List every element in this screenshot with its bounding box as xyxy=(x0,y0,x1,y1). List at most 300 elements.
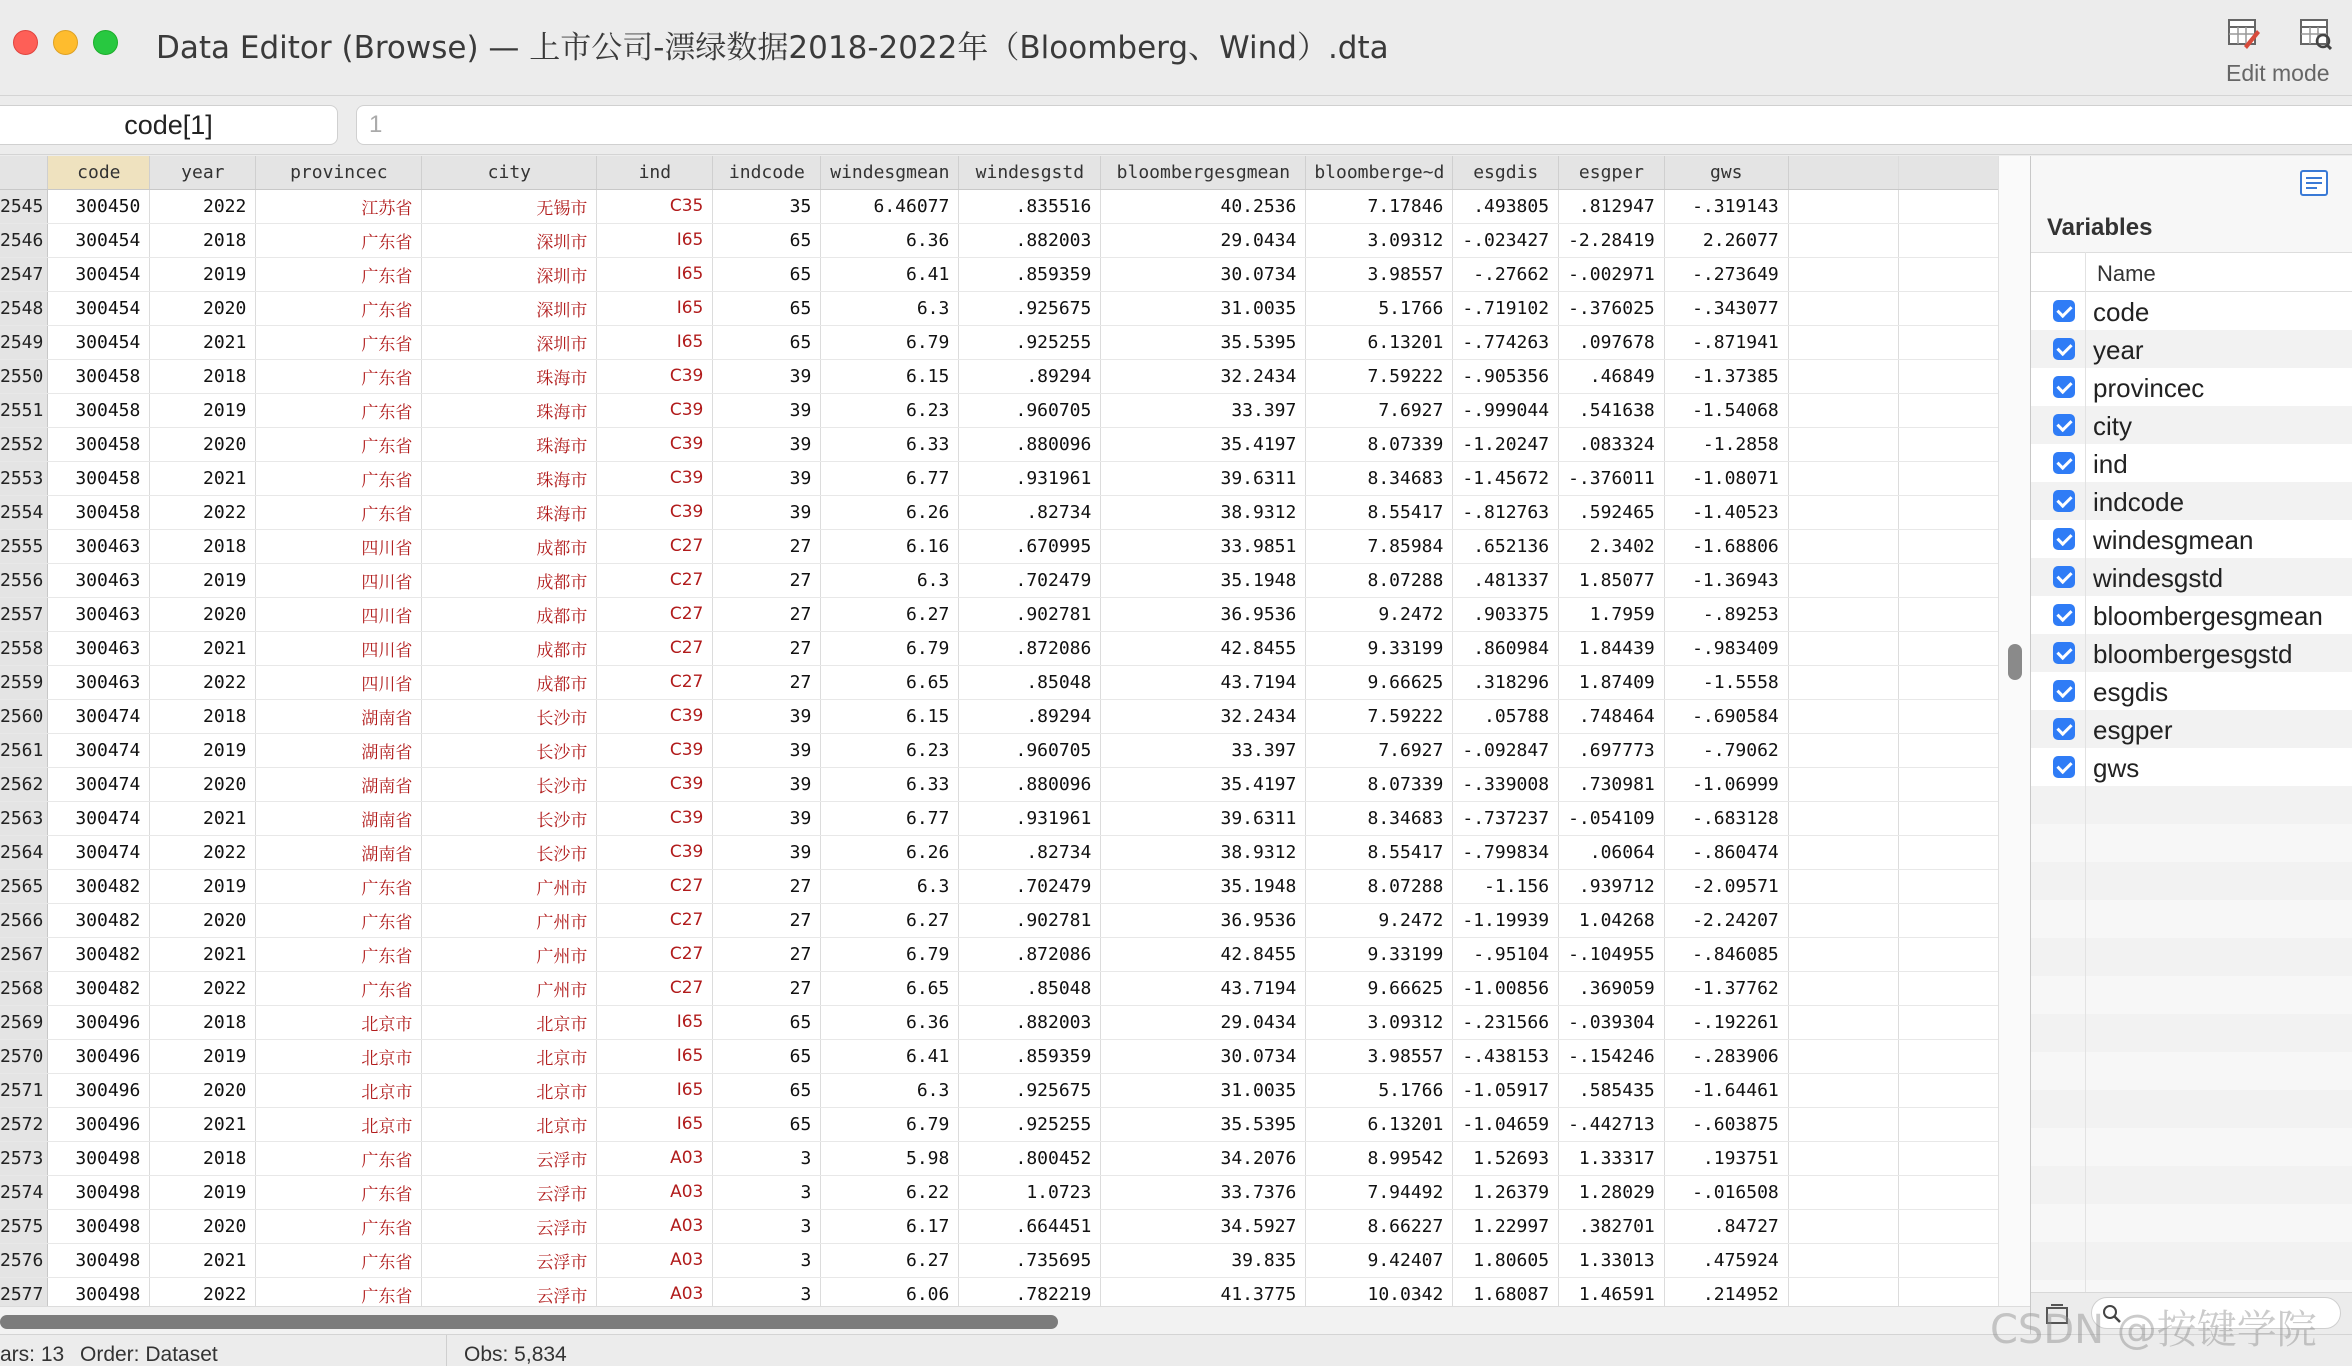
data-cell[interactable]: 5.1766 xyxy=(1306,1073,1453,1107)
variables-column-header[interactable] xyxy=(2031,252,2352,292)
data-cell[interactable]: 300454 xyxy=(48,223,150,257)
data-cell[interactable]: -.023427 xyxy=(1453,223,1559,257)
variable-item[interactable] xyxy=(2031,444,2352,482)
data-cell[interactable]: 2021 xyxy=(150,801,256,835)
data-cell[interactable]: 6.22 xyxy=(821,1175,959,1209)
data-cell[interactable]: 云浮市 xyxy=(422,1175,597,1209)
data-cell[interactable]: 6.13201 xyxy=(1306,325,1453,359)
data-cell[interactable]: 65 xyxy=(713,1039,821,1073)
data-cell[interactable]: 6.3 xyxy=(821,563,959,597)
data-cell[interactable]: 湖南省 xyxy=(256,801,422,835)
data-cell[interactable]: 广州市 xyxy=(422,869,597,903)
data-cell[interactable]: 1.46591 xyxy=(1559,1277,1665,1306)
variable-visible-checkbox[interactable] xyxy=(2053,604,2075,626)
data-cell[interactable]: I65 xyxy=(597,1005,713,1039)
data-cell[interactable]: 39 xyxy=(713,495,821,529)
data-cell[interactable]: I65 xyxy=(597,223,713,257)
data-cell[interactable]: 27 xyxy=(713,631,821,665)
data-cell[interactable]: 广东省 xyxy=(256,937,422,971)
data-cell[interactable]: 广东省 xyxy=(256,461,422,495)
variable-visible-checkbox[interactable] xyxy=(2053,414,2075,436)
table-row[interactable] xyxy=(0,597,2026,631)
data-cell[interactable]: 广东省 xyxy=(256,427,422,461)
data-cell[interactable]: 2.26077 xyxy=(1664,223,1788,257)
table-row[interactable] xyxy=(0,1107,2026,1141)
data-cell[interactable]: 300463 xyxy=(48,563,150,597)
variable-visible-checkbox[interactable] xyxy=(2053,756,2075,778)
data-cell[interactable]: 300454 xyxy=(48,325,150,359)
data-cell[interactable]: -1.64461 xyxy=(1664,1073,1788,1107)
data-cell[interactable]: 云浮市 xyxy=(422,1277,597,1306)
row-number[interactable]: 2567 xyxy=(0,937,48,971)
horizontal-scrollbar[interactable] xyxy=(0,1306,2030,1334)
data-cell[interactable]: -1.5558 xyxy=(1664,665,1788,699)
data-cell[interactable]: C39 xyxy=(597,801,713,835)
data-cell[interactable]: 65 xyxy=(713,1005,821,1039)
data-cell[interactable]: 39 xyxy=(713,767,821,801)
data-cell[interactable]: -.860474 xyxy=(1664,835,1788,869)
properties-toggle-icon[interactable] xyxy=(2299,168,2329,198)
data-cell[interactable]: 7.59222 xyxy=(1306,699,1453,733)
column-header[interactable]: esgdis xyxy=(1453,156,1559,189)
data-cell[interactable]: 300458 xyxy=(48,359,150,393)
variable-item[interactable] xyxy=(2031,710,2352,748)
data-cell[interactable]: 34.2076 xyxy=(1101,1141,1306,1175)
row-number[interactable]: 2551 xyxy=(0,393,48,427)
data-cell[interactable]: -.283906 xyxy=(1664,1039,1788,1073)
data-cell[interactable]: -1.54068 xyxy=(1664,393,1788,427)
data-cell[interactable]: I65 xyxy=(597,1107,713,1141)
data-cell[interactable]: 30.0734 xyxy=(1101,1039,1306,1073)
data-cell[interactable]: .89294 xyxy=(959,359,1101,393)
data-cell[interactable]: 6.27 xyxy=(821,903,959,937)
data-cell[interactable]: -.319143 xyxy=(1664,189,1788,223)
data-cell[interactable]: 1.26379 xyxy=(1453,1175,1559,1209)
data-cell[interactable]: .592465 xyxy=(1559,495,1665,529)
data-cell[interactable]: 珠海市 xyxy=(422,359,597,393)
data-cell[interactable]: 300498 xyxy=(48,1141,150,1175)
data-cell[interactable]: 65 xyxy=(713,1073,821,1107)
data-cell[interactable]: .85048 xyxy=(959,971,1101,1005)
data-cell[interactable]: 成都市 xyxy=(422,529,597,563)
row-number[interactable]: 2557 xyxy=(0,597,48,631)
data-cell[interactable]: -.039304 xyxy=(1559,1005,1665,1039)
data-cell[interactable]: 深圳市 xyxy=(422,223,597,257)
table-row[interactable] xyxy=(0,427,2026,461)
data-cell[interactable]: 65 xyxy=(713,1107,821,1141)
table-row[interactable] xyxy=(0,1005,2026,1039)
data-cell[interactable]: 7.85984 xyxy=(1306,529,1453,563)
data-cell[interactable]: -.002971 xyxy=(1559,257,1665,291)
variable-visible-checkbox[interactable] xyxy=(2053,718,2075,740)
data-cell[interactable]: A03 xyxy=(597,1141,713,1175)
data-cell[interactable]: 35.5395 xyxy=(1101,325,1306,359)
data-cell[interactable]: 6.46077 xyxy=(821,189,959,223)
data-cell[interactable]: .541638 xyxy=(1559,393,1665,427)
variable-item[interactable] xyxy=(2031,596,2352,634)
column-header[interactable]: windesgmean xyxy=(821,156,959,189)
variable-item[interactable] xyxy=(2031,672,2352,710)
data-cell[interactable]: .85048 xyxy=(959,665,1101,699)
column-header[interactable]: ind xyxy=(597,156,713,189)
data-cell[interactable]: -1.37385 xyxy=(1664,359,1788,393)
data-cell[interactable]: 云浮市 xyxy=(422,1141,597,1175)
data-cell[interactable]: -1.20247 xyxy=(1453,427,1559,461)
data-cell[interactable]: 300463 xyxy=(48,529,150,563)
column-header[interactable]: esgper xyxy=(1559,156,1665,189)
data-cell[interactable]: 北京市 xyxy=(256,1005,422,1039)
data-cell[interactable]: C39 xyxy=(597,359,713,393)
data-cell[interactable]: .475924 xyxy=(1664,1243,1788,1277)
data-cell[interactable]: 广州市 xyxy=(422,903,597,937)
data-cell[interactable]: -.376011 xyxy=(1559,461,1665,495)
data-cell[interactable]: 300498 xyxy=(48,1209,150,1243)
data-cell[interactable]: 2021 xyxy=(150,631,256,665)
column-header[interactable]: year xyxy=(150,156,256,189)
data-cell[interactable]: 39 xyxy=(713,359,821,393)
data-cell[interactable]: 2019 xyxy=(150,1175,256,1209)
data-cell[interactable]: .860984 xyxy=(1453,631,1559,665)
data-cell[interactable]: C27 xyxy=(597,869,713,903)
data-cell[interactable]: 广东省 xyxy=(256,393,422,427)
data-cell[interactable]: 300458 xyxy=(48,495,150,529)
data-cell[interactable]: 广东省 xyxy=(256,223,422,257)
row-number[interactable]: 2549 xyxy=(0,325,48,359)
variable-item[interactable] xyxy=(2031,634,2352,672)
table-row[interactable] xyxy=(0,801,2026,835)
current-cell-name[interactable]: code[1] xyxy=(0,105,338,145)
data-cell[interactable]: 珠海市 xyxy=(422,495,597,529)
data-cell[interactable]: .369059 xyxy=(1559,971,1665,1005)
row-number[interactable]: 2562 xyxy=(0,767,48,801)
data-cell[interactable]: 65 xyxy=(713,325,821,359)
data-cell[interactable]: 6.23 xyxy=(821,393,959,427)
data-cell[interactable]: 2019 xyxy=(150,1039,256,1073)
data-cell[interactable]: -1.40523 xyxy=(1664,495,1788,529)
data-cell[interactable]: 2018 xyxy=(150,223,256,257)
data-cell[interactable]: 6.41 xyxy=(821,257,959,291)
data-cell[interactable]: 3.09312 xyxy=(1306,223,1453,257)
row-number[interactable]: 2577 xyxy=(0,1277,48,1306)
data-cell[interactable]: -.376025 xyxy=(1559,291,1665,325)
data-cell[interactable]: 6.3 xyxy=(821,291,959,325)
data-cell[interactable]: 7.6927 xyxy=(1306,733,1453,767)
close-window-button[interactable] xyxy=(13,30,38,55)
row-number[interactable]: 2555 xyxy=(0,529,48,563)
data-cell[interactable]: 7.59222 xyxy=(1306,359,1453,393)
data-cell[interactable]: 广东省 xyxy=(256,495,422,529)
data-cell[interactable]: 8.66227 xyxy=(1306,1209,1453,1243)
data-cell[interactable]: 27 xyxy=(713,597,821,631)
table-row[interactable] xyxy=(0,971,2026,1005)
data-cell[interactable]: 33.397 xyxy=(1101,393,1306,427)
data-cell[interactable]: .872086 xyxy=(959,631,1101,665)
data-cell[interactable]: 广东省 xyxy=(256,971,422,1005)
data-cell[interactable]: 广东省 xyxy=(256,1209,422,1243)
data-cell[interactable]: -.812763 xyxy=(1453,495,1559,529)
data-cell[interactable]: 北京市 xyxy=(256,1039,422,1073)
data-cell[interactable]: -.79062 xyxy=(1664,733,1788,767)
data-cell[interactable]: .800452 xyxy=(959,1141,1101,1175)
data-cell[interactable]: 北京市 xyxy=(256,1073,422,1107)
table-row[interactable] xyxy=(0,733,2026,767)
table-row[interactable] xyxy=(0,1039,2026,1073)
data-cell[interactable]: 珠海市 xyxy=(422,427,597,461)
data-cell[interactable]: 2019 xyxy=(150,257,256,291)
data-cell[interactable]: C39 xyxy=(597,495,713,529)
table-row[interactable] xyxy=(0,529,2026,563)
data-cell[interactable]: 1.28029 xyxy=(1559,1175,1665,1209)
data-cell[interactable]: -.442713 xyxy=(1559,1107,1665,1141)
data-cell[interactable]: 9.2472 xyxy=(1306,903,1453,937)
data-cell[interactable]: 1.68087 xyxy=(1453,1277,1559,1306)
data-cell[interactable]: 2019 xyxy=(150,733,256,767)
row-number[interactable]: 2560 xyxy=(0,699,48,733)
data-cell[interactable]: -.95104 xyxy=(1453,937,1559,971)
data-cell[interactable]: 广东省 xyxy=(256,359,422,393)
data-cell[interactable]: C35 xyxy=(597,189,713,223)
row-number[interactable]: 2546 xyxy=(0,223,48,257)
data-cell[interactable]: 29.0434 xyxy=(1101,223,1306,257)
data-cell[interactable]: .702479 xyxy=(959,563,1101,597)
data-cell[interactable]: .193751 xyxy=(1664,1141,1788,1175)
row-number[interactable]: 2561 xyxy=(0,733,48,767)
data-cell[interactable]: 6.27 xyxy=(821,597,959,631)
row-number[interactable]: 2553 xyxy=(0,461,48,495)
data-cell[interactable]: 39.835 xyxy=(1101,1243,1306,1277)
data-cell[interactable]: C27 xyxy=(597,665,713,699)
data-cell[interactable]: 35.4197 xyxy=(1101,767,1306,801)
data-cell[interactable]: 长沙市 xyxy=(422,767,597,801)
data-cell[interactable]: 300450 xyxy=(48,189,150,223)
data-cell[interactable]: .931961 xyxy=(959,461,1101,495)
column-header[interactable]: provincec xyxy=(256,156,422,189)
data-cell[interactable]: C39 xyxy=(597,461,713,495)
table-row[interactable] xyxy=(0,1277,2026,1306)
data-cell[interactable]: .925675 xyxy=(959,291,1101,325)
data-cell[interactable]: 3 xyxy=(713,1209,821,1243)
column-header[interactable]: code xyxy=(48,156,150,189)
variable-item[interactable] xyxy=(2031,520,2352,558)
data-cell[interactable]: .46849 xyxy=(1559,359,1665,393)
data-cell[interactable]: -.343077 xyxy=(1664,291,1788,325)
data-cell[interactable]: 27 xyxy=(713,665,821,699)
data-cell[interactable]: 43.7194 xyxy=(1101,665,1306,699)
data-cell[interactable]: C27 xyxy=(597,563,713,597)
table-row[interactable] xyxy=(0,699,2026,733)
data-cell[interactable]: -1.2858 xyxy=(1664,427,1788,461)
data-cell[interactable]: C39 xyxy=(597,835,713,869)
data-cell[interactable]: 39 xyxy=(713,733,821,767)
data-cell[interactable]: 300454 xyxy=(48,257,150,291)
data-cell[interactable]: 2018 xyxy=(150,699,256,733)
data-cell[interactable]: 40.2536 xyxy=(1101,189,1306,223)
data-cell[interactable]: 6.79 xyxy=(821,937,959,971)
table-row[interactable] xyxy=(0,291,2026,325)
row-number[interactable]: 2566 xyxy=(0,903,48,937)
data-cell[interactable]: 2020 xyxy=(150,427,256,461)
data-cell[interactable]: 1.22997 xyxy=(1453,1209,1559,1243)
data-cell[interactable]: C27 xyxy=(597,631,713,665)
data-cell[interactable]: 8.55417 xyxy=(1306,835,1453,869)
data-cell[interactable]: -.192261 xyxy=(1664,1005,1788,1039)
data-cell[interactable]: 6.79 xyxy=(821,631,959,665)
data-cell[interactable]: .05788 xyxy=(1453,699,1559,733)
data-cell[interactable]: 1.87409 xyxy=(1559,665,1665,699)
data-cell[interactable]: 3.09312 xyxy=(1306,1005,1453,1039)
data-cell[interactable]: -1.68806 xyxy=(1664,529,1788,563)
data-cell[interactable]: 湖南省 xyxy=(256,733,422,767)
data-cell[interactable]: 3 xyxy=(713,1141,821,1175)
data-cell[interactable]: 云浮市 xyxy=(422,1243,597,1277)
data-cell[interactable]: 湖南省 xyxy=(256,699,422,733)
row-number[interactable]: 2576 xyxy=(0,1243,48,1277)
column-header[interactable]: gws xyxy=(1664,156,1788,189)
data-cell[interactable]: -1.37762 xyxy=(1664,971,1788,1005)
data-cell[interactable]: 38.9312 xyxy=(1101,495,1306,529)
data-cell[interactable]: 300474 xyxy=(48,699,150,733)
data-cell[interactable]: -.231566 xyxy=(1453,1005,1559,1039)
data-cell[interactable]: 32.2434 xyxy=(1101,359,1306,393)
data-cell[interactable]: 5.98 xyxy=(821,1141,959,1175)
data-cell[interactable]: .382701 xyxy=(1559,1209,1665,1243)
variable-visible-checkbox[interactable] xyxy=(2053,452,2075,474)
data-cell[interactable]: 广东省 xyxy=(256,869,422,903)
data-cell[interactable]: 300474 xyxy=(48,733,150,767)
data-cell[interactable]: 6.15 xyxy=(821,359,959,393)
data-cell[interactable]: 6.16 xyxy=(821,529,959,563)
data-cell[interactable]: -.092847 xyxy=(1453,733,1559,767)
data-cell[interactable]: 2021 xyxy=(150,1243,256,1277)
data-cell[interactable]: 6.13201 xyxy=(1306,1107,1453,1141)
data-cell[interactable]: 1.0723 xyxy=(959,1175,1101,1209)
data-cell[interactable]: 广州市 xyxy=(422,971,597,1005)
data-cell[interactable]: 长沙市 xyxy=(422,835,597,869)
variable-visible-checkbox[interactable] xyxy=(2053,680,2075,702)
data-cell[interactable]: .859359 xyxy=(959,1039,1101,1073)
data-cell[interactable]: 6.33 xyxy=(821,427,959,461)
data-cell[interactable]: 广东省 xyxy=(256,1175,422,1209)
data-cell[interactable]: -1.19939 xyxy=(1453,903,1559,937)
data-cell[interactable]: I65 xyxy=(597,325,713,359)
data-cell[interactable]: 36.9536 xyxy=(1101,903,1306,937)
data-cell[interactable]: 2021 xyxy=(150,937,256,971)
data-cell[interactable]: .859359 xyxy=(959,257,1101,291)
data-cell[interactable]: 湖南省 xyxy=(256,767,422,801)
data-cell[interactable]: 2019 xyxy=(150,393,256,427)
data-cell[interactable]: .880096 xyxy=(959,427,1101,461)
data-cell[interactable]: -2.28419 xyxy=(1559,223,1665,257)
data-cell[interactable]: 1.84439 xyxy=(1559,631,1665,665)
data-cell[interactable]: C39 xyxy=(597,767,713,801)
data-cell[interactable]: 6.36 xyxy=(821,223,959,257)
data-cell[interactable]: 39.6311 xyxy=(1101,461,1306,495)
data-cell[interactable]: 6.17 xyxy=(821,1209,959,1243)
data-cell[interactable]: -.154246 xyxy=(1559,1039,1665,1073)
data-cell[interactable]: 1.80605 xyxy=(1453,1243,1559,1277)
data-cell[interactable]: -1.05917 xyxy=(1453,1073,1559,1107)
row-number[interactable]: 2545 xyxy=(0,189,48,223)
data-cell[interactable]: .697773 xyxy=(1559,733,1665,767)
data-cell[interactable]: 广东省 xyxy=(256,1277,422,1306)
data-cell[interactable]: .585435 xyxy=(1559,1073,1665,1107)
row-number[interactable]: 2571 xyxy=(0,1073,48,1107)
data-cell[interactable]: 6.26 xyxy=(821,835,959,869)
table-row[interactable] xyxy=(0,495,2026,529)
data-cell[interactable]: 300496 xyxy=(48,1005,150,1039)
table-row[interactable] xyxy=(0,325,2026,359)
data-cell[interactable]: 35.5395 xyxy=(1101,1107,1306,1141)
data-cell[interactable]: -.846085 xyxy=(1664,937,1788,971)
data-cell[interactable]: 6.06 xyxy=(821,1277,959,1306)
data-cell[interactable]: -1.45672 xyxy=(1453,461,1559,495)
data-cell[interactable]: 2020 xyxy=(150,597,256,631)
data-cell[interactable]: -1.36943 xyxy=(1664,563,1788,597)
data-cell[interactable]: 2022 xyxy=(150,495,256,529)
row-number[interactable]: 2575 xyxy=(0,1209,48,1243)
table-row[interactable] xyxy=(0,835,2026,869)
data-cell[interactable]: 300474 xyxy=(48,801,150,835)
table-row[interactable] xyxy=(0,869,2026,903)
data-cell[interactable]: -.999044 xyxy=(1453,393,1559,427)
row-number[interactable]: 2574 xyxy=(0,1175,48,1209)
data-cell[interactable]: .925255 xyxy=(959,1107,1101,1141)
data-cell[interactable]: -.603875 xyxy=(1664,1107,1788,1141)
variable-item[interactable] xyxy=(2031,406,2352,444)
data-cell[interactable]: 6.15 xyxy=(821,699,959,733)
data-cell[interactable]: .06064 xyxy=(1559,835,1665,869)
row-number[interactable]: 2548 xyxy=(0,291,48,325)
table-row[interactable] xyxy=(0,631,2026,665)
data-cell[interactable]: -1.06999 xyxy=(1664,767,1788,801)
data-cell[interactable]: 珠海市 xyxy=(422,461,597,495)
data-cell[interactable]: 广东省 xyxy=(256,1141,422,1175)
data-cell[interactable]: .702479 xyxy=(959,869,1101,903)
table-row[interactable] xyxy=(0,767,2026,801)
data-cell[interactable]: 8.55417 xyxy=(1306,495,1453,529)
table-row[interactable] xyxy=(0,1175,2026,1209)
data-cell[interactable]: 31.0035 xyxy=(1101,1073,1306,1107)
data-cell[interactable]: 39.6311 xyxy=(1101,801,1306,835)
data-cell[interactable]: 2021 xyxy=(150,461,256,495)
data-cell[interactable]: 2021 xyxy=(150,325,256,359)
variable-item[interactable] xyxy=(2031,558,2352,596)
data-cell[interactable]: I65 xyxy=(597,291,713,325)
data-cell[interactable]: 2018 xyxy=(150,359,256,393)
data-cell[interactable]: 33.7376 xyxy=(1101,1175,1306,1209)
data-grid[interactable] xyxy=(0,156,2030,1306)
data-cell[interactable]: 300454 xyxy=(48,291,150,325)
data-cell[interactable]: .84727 xyxy=(1664,1209,1788,1243)
data-cell[interactable]: 8.34683 xyxy=(1306,461,1453,495)
data-cell[interactable]: 9.2472 xyxy=(1306,597,1453,631)
data-cell[interactable]: 四川省 xyxy=(256,665,422,699)
data-cell[interactable]: .872086 xyxy=(959,937,1101,971)
data-cell[interactable]: .083324 xyxy=(1559,427,1665,461)
variable-visible-checkbox[interactable] xyxy=(2053,528,2075,550)
data-cell[interactable]: .82734 xyxy=(959,495,1101,529)
variable-item[interactable] xyxy=(2031,748,2352,786)
table-row[interactable] xyxy=(0,665,2026,699)
row-number[interactable]: 2558 xyxy=(0,631,48,665)
row-number[interactable]: 2554 xyxy=(0,495,48,529)
variable-item[interactable] xyxy=(2031,292,2352,330)
data-cell[interactable]: 湖南省 xyxy=(256,835,422,869)
data-cell[interactable]: -1.04659 xyxy=(1453,1107,1559,1141)
data-cell[interactable]: 33.9851 xyxy=(1101,529,1306,563)
row-number[interactable]: 2556 xyxy=(0,563,48,597)
row-number[interactable]: 2572 xyxy=(0,1107,48,1141)
